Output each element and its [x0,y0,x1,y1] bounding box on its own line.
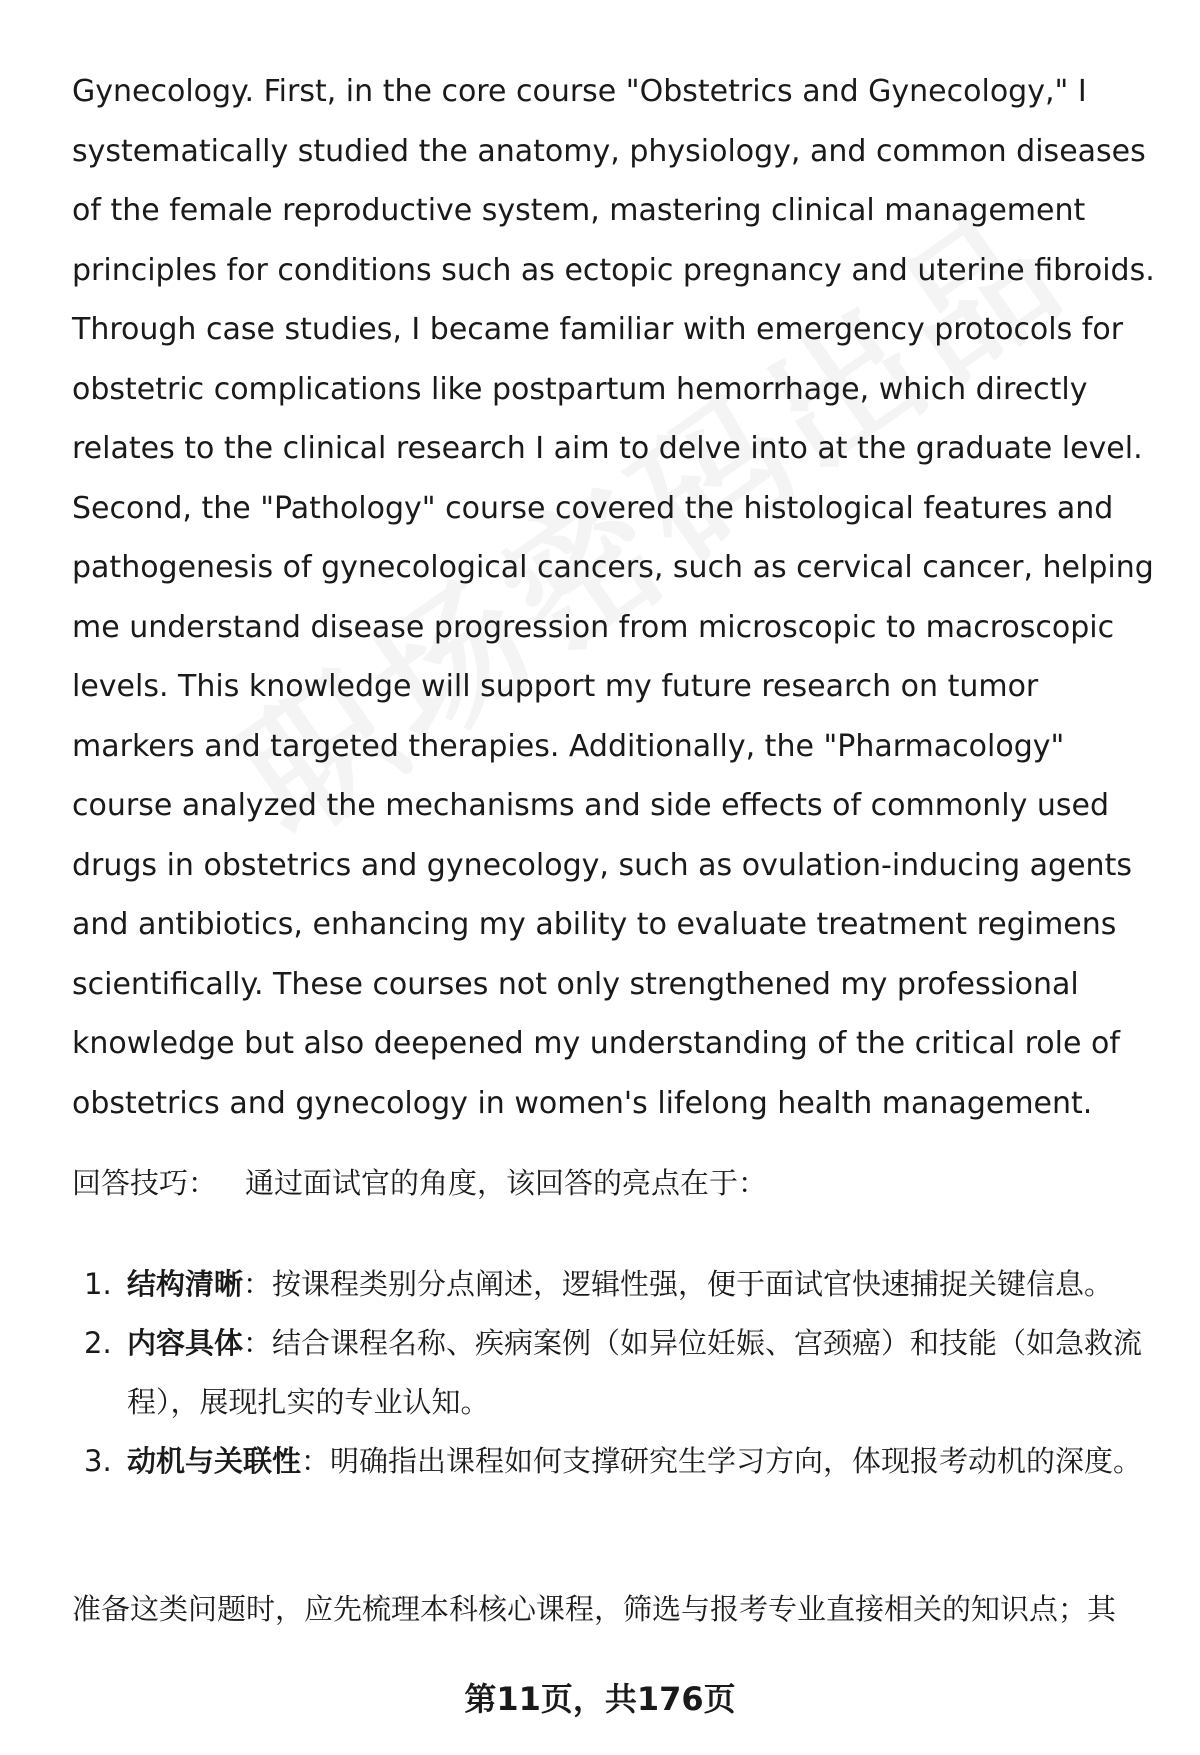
list-item [72,1432,1152,1491]
answer-paragraph: Gynecology. First, in the core course "Obstetrics and Gynecology," I systematically studied the anatomy, physiology, and common diseases of the female reproductive system, mastering clinical management principles for conditions such as ectopic pregnancy and uterine fibroids. Through case studies, I became familiar with emergency protocols for obstetric complications like postpartum hemorrhage, which directly relates to the clinical research I aim to delve into at the graduate level. Second, the "Pathology" course covered the histological features and pathogenesis of gynecological cancers, such as cervical cancer, helping me understand disease progression from microscopic to macroscopic levels. This knowledge will support my future research on tumor markers and targeted therapies. Additionally, the "Pharmacology" course analyzed the mechanisms and side effects of commonly used drugs in obstetrics and gynecology, such as ovulation-inducing agents and antibiotics, enhancing my ability to evaluate treatment regimens scientifically. These courses not only strengthened my professional knowledge but also deepened my understanding of the critical role of obstetrics and gynecology in women's lifelong health management. [72,74,1155,1121]
list-item-number: 2. [84,1326,112,1360]
list-item [72,1314,1152,1432]
list-item-number: 3. [84,1444,112,1478]
list-item-text: ：按课程类别分点阐述，逻辑性强，便于面试官快速捕捉关键信息。 [243,1267,1114,1301]
list-item-number: 1. [84,1267,112,1301]
list-item [72,1255,1152,1314]
closing-paragraph: 准备这类问题时，应先梳理本科核心课程，筛选与报考专业直接相关的知识点；其 [72,1592,1117,1626]
tips-list [72,1255,1152,1491]
tips-label: 回答技巧： [72,1166,218,1200]
tips-heading [72,1163,767,1203]
tips-intro: 通过面试官的角度，该回答的亮点在于： [245,1166,768,1200]
list-item-text: ：结合课程名称、疾病案例（如异位妊娠、宫颈癌）和技能（如急救流程），展现扎实的专业认知。 [127,1326,1143,1419]
list-item-keyword: 动机与关联性 [127,1444,302,1478]
list-item-keyword: 结构清晰 [127,1267,244,1301]
list-item-keyword: 内容具体 [127,1326,244,1360]
list-item-text: ：明确指出课程如何支撑研究生学习方向，体现报考动机的深度。 [301,1444,1143,1478]
page-number: 第11页，共176页 [464,1680,736,1718]
